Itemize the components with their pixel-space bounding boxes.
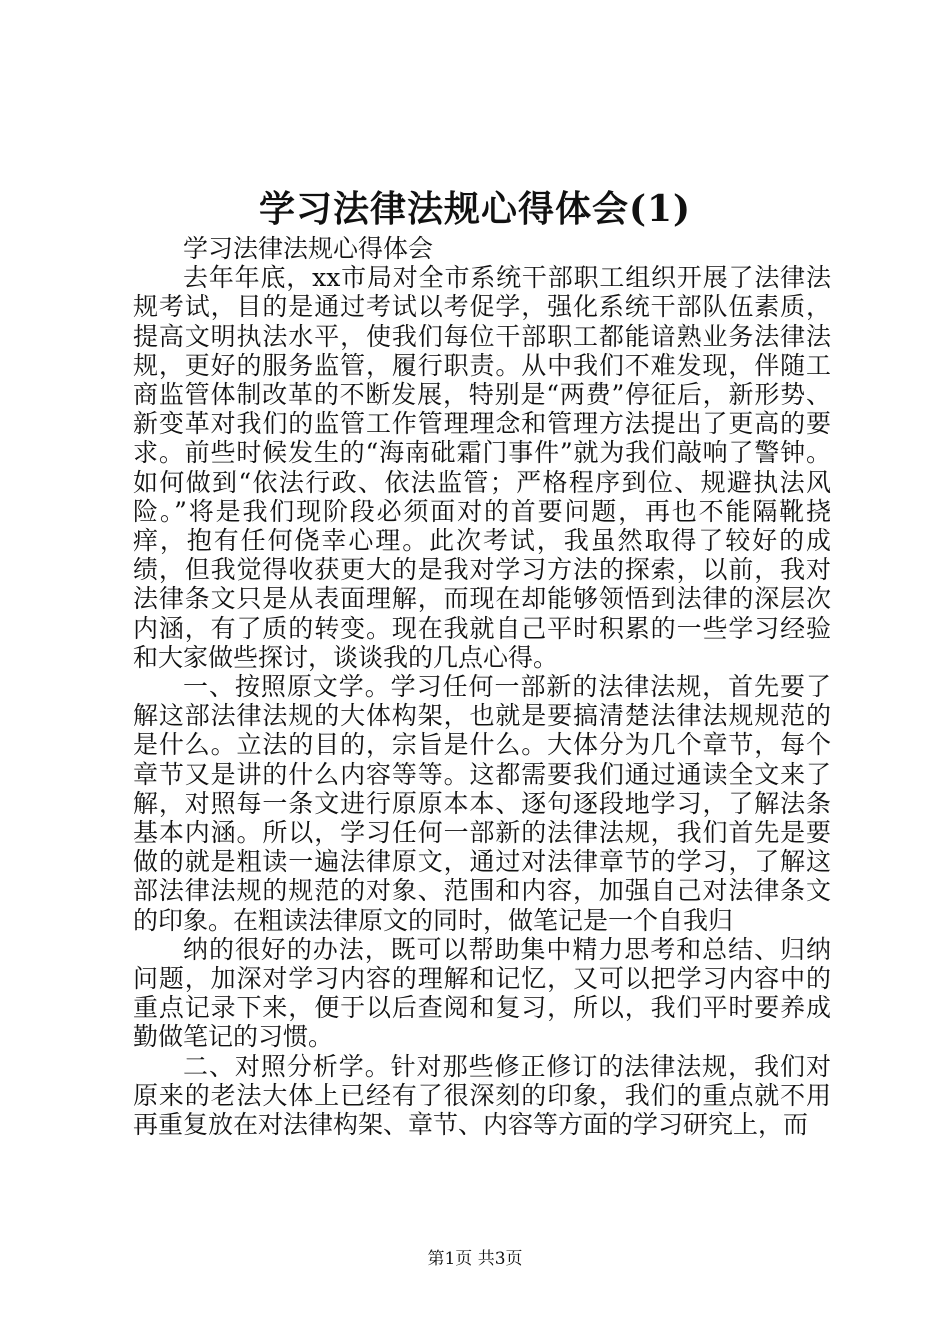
page-footer: 第1页 共3页 <box>427 1249 523 1269</box>
paragraph-section-one: 一、按照原文学。学习任何一部新的法律法规，首先要了解这部法律法规的大体构架，也就是要搞清楚法律法规规范的是什么。立法的目的，宗旨是什么。大体分为几个章节，每个章节又是讲的什么内容等等。这都需要我们通过通读全文来了解，对照每一条文进行原原本本、逐句逐段地学习，了解法条基本内涵。所以，学习任何一部新的法律法规，我们首先是要做的就是粗读一遍法律原文，通过对法律章节的学习，了解这部法律法规的规范的对象、范围和内容，加强自己对法律条文的印象。在粗读法律原文的同时，做笔记是一个自我归 <box>133 672 831 935</box>
paragraph-subtitle: 学习法律法规心得体会 <box>183 234 434 263</box>
document-body <box>133 234 831 1139</box>
paragraph-section-two: 二、对照分析学。针对那些修正修订的法律法规，我们对原来的老法大体上已经有了很深刻的印象，我们的重点就不用再重复放在对法律构架、章节、内容等方面的学习研究上，而 <box>133 1051 831 1140</box>
document-title: 学习法律法规心得体会(1) <box>258 188 692 230</box>
paragraph-section-one-continued: 纳的很好的办法，既可以帮助集中精力思考和总结、归纳问题，加深对学习内容的理解和记忆，又可以把学习内容中的重点记录下来，便于以后查阅和复习，所以，我们平时要养成勤做笔记的习惯。 <box>133 934 831 1052</box>
paragraph-intro: 去年年底，xx市局对全市系统干部职工组织开展了法律法规考试，目的是通过考试以考促学，强化系统干部队伍素质，提高文明执法水平，使我们每位干部职工都能谙熟业务法律法规，更好的服务监管，履行职责。从中我们不难发现，伴随工商监管体制改革的不断发展，特别是“两费”停征后，新形势、新变革对我们的监管工作管理理念和管理方法提出了更高的要求。前些时候发生的“海南砒霜门事件”就为我们敲响了警钟。如何做到“依法行政、依法监管；严格程序到位、规避执法风险。”将是我们现阶段必须面对的首要问题，再也不能隔靴挠痒，抱有任何侥幸心理。此次考试，我虽然取得了较好的成绩，但我觉得收获更大的是我对学习方法的探索，以前，我对法律条文只是从表面理解，而现在却能够领悟到法律的深层次内涵，有了质的转变。现在我就自己平时积累的一些学习经验和大家做些探讨，谈谈我的几点心得。 <box>133 263 831 672</box>
